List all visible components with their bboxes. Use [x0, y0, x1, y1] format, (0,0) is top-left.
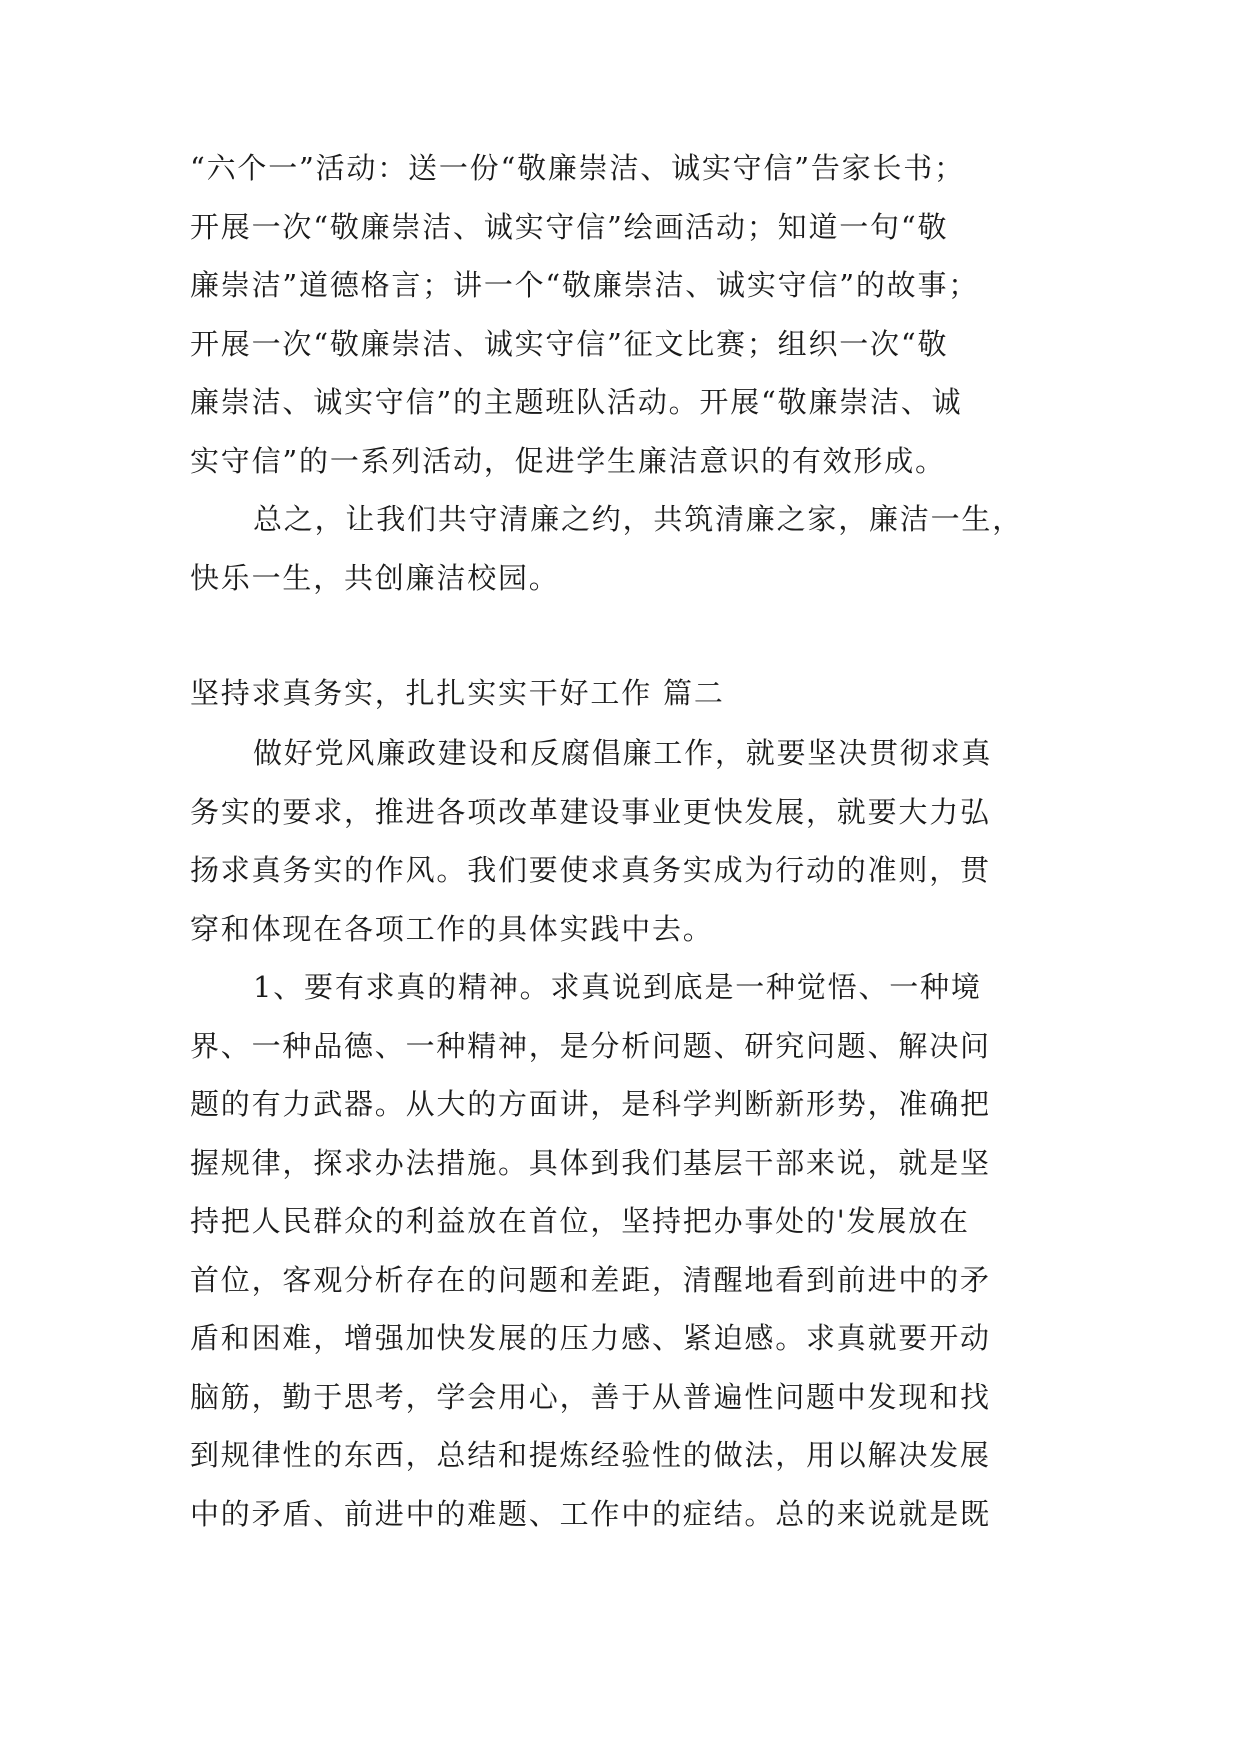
- text-line: 开展一次“敬廉崇洁、诚实守信”绘画活动；知道一句“敬: [190, 209, 949, 244]
- text-line: “六个一”活动：送一份“敬廉崇洁、诚实守信”告家长书；: [190, 151, 965, 185]
- paragraph-six-activities: [190, 139, 1050, 490]
- text-line: 实守信”的一系列活动，促进学生廉洁意识的有效形成。: [190, 443, 946, 478]
- text-line: 到规律性的东西，总结和提炼经验性的做法，用以解决发展: [190, 1438, 991, 1472]
- paragraph-intro: [190, 724, 1050, 958]
- text-line: 脑筋，勤于思考，学会用心，善于从普遍性问题中发现和找: [190, 1379, 991, 1414]
- text-line: 廉崇洁、诚实守信”的主题班队活动。开展“敬廉崇洁、诚: [190, 385, 963, 419]
- text-line: 首位，客观分析存在的问题和差距，清醒地看到前进中的矛: [190, 1262, 991, 1297]
- text-line: 1、要有求真的精神。求真说到底是一种觉悟、一种境: [253, 970, 982, 1004]
- text-line: 穿和体现在各项工作的具体实践中去。: [190, 911, 714, 946]
- text-line: 总之，让我们共守清廉之约，共筑清廉之家，廉洁一生，: [253, 502, 1024, 536]
- text-line: 界、一种品德、一种精神，是分析问题、研究问题、解决问: [190, 1028, 991, 1063]
- text-line: 握规律，探求办法措施。具体到我们基层干部来说，就是坚: [190, 1145, 991, 1180]
- text-line: 扬求真务实的作风。我们要使求真务实成为行动的准则，贯: [190, 853, 991, 887]
- section-heading: [190, 664, 1050, 723]
- text-line: 中的矛盾、前进中的难题、工作中的症结。总的来说就是既: [190, 1496, 991, 1531]
- text-line: 务实的要求，推进各项改革建设事业更快发展，就要大力弘: [190, 794, 991, 829]
- section-title: 坚持求真务实，扎扎实实干好工作 篇二: [190, 676, 725, 710]
- text-line: 持把人民群众的利益放在首位，坚持把办事处的'发展放在: [190, 1204, 970, 1238]
- text-line: 快乐一生，共创廉洁校园。: [190, 560, 560, 595]
- paragraph-point-one: [190, 958, 1050, 1543]
- text-line: 廉崇洁”道德格言；讲一个“敬廉崇洁、诚实守信”的故事；: [190, 268, 980, 302]
- text-line: 开展一次“敬廉崇洁、诚实守信”征文比赛；组织一次“敬: [190, 326, 949, 361]
- text-line: 做好党风廉政建设和反腐倡廉工作，就要坚决贯彻求真: [253, 736, 993, 770]
- paragraph-conclusion: [190, 490, 1050, 607]
- text-line: 盾和困难，增强加快发展的压力感、紧迫感。求真就要开动: [190, 1321, 991, 1355]
- text-line: 题的有力武器。从大的方面讲，是科学判断新形势，准确把: [190, 1087, 991, 1121]
